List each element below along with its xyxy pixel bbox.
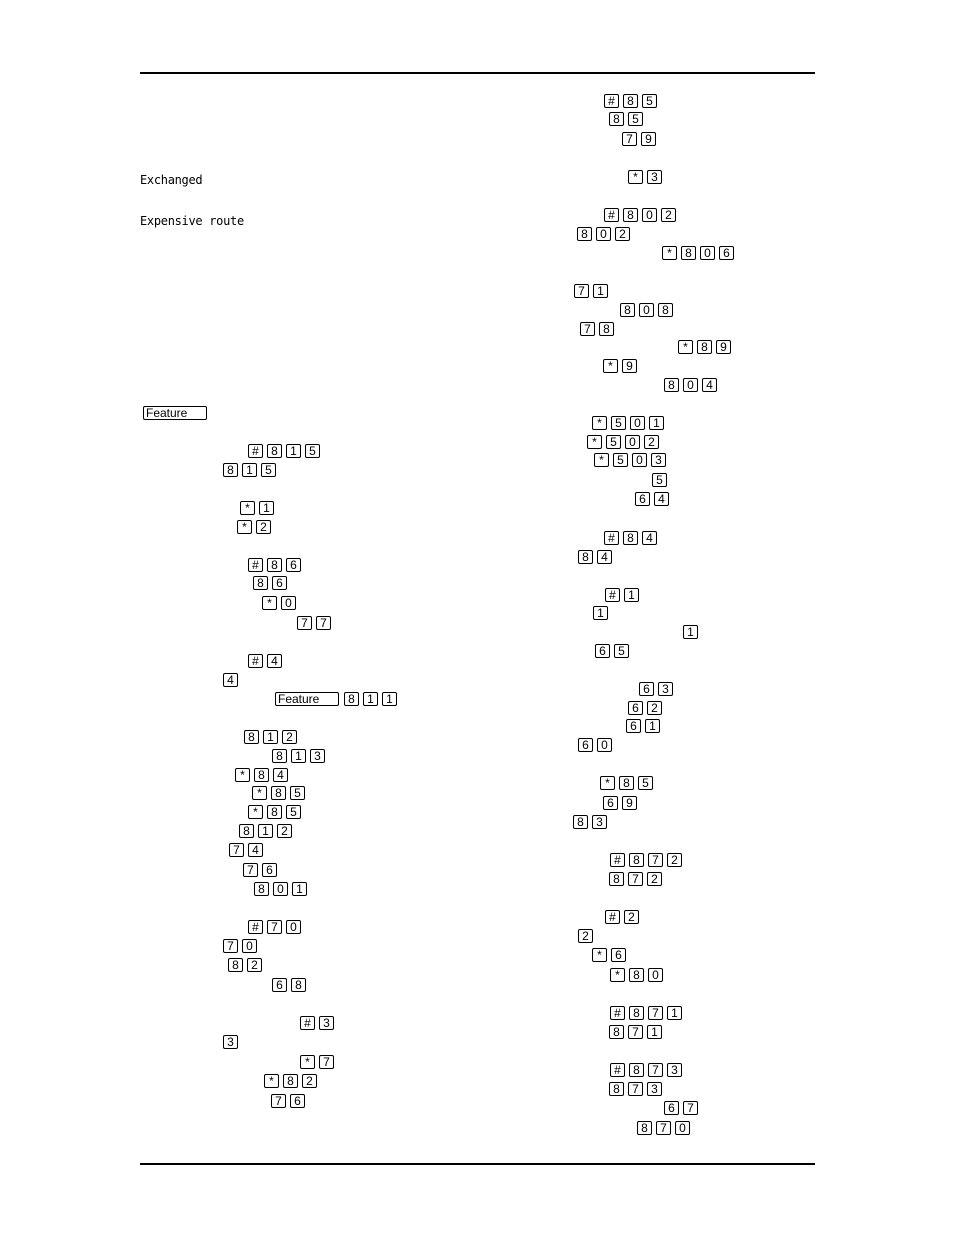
keypad-key: 0 bbox=[642, 208, 657, 222]
keypad-key: 8 bbox=[609, 1025, 624, 1039]
keypad-key: 2 bbox=[647, 872, 662, 886]
keypad-key: 3 bbox=[310, 749, 325, 763]
keypad-key: 8 bbox=[609, 112, 624, 126]
keypad-key: 7 bbox=[628, 1025, 643, 1039]
key-sequence bbox=[610, 853, 682, 868]
keypad-key: 7 bbox=[316, 616, 331, 630]
key-sequence bbox=[609, 112, 643, 127]
keypad-key: 1 bbox=[259, 501, 274, 515]
keypad-key: 8 bbox=[623, 208, 638, 222]
key-sequence bbox=[229, 843, 263, 858]
keypad-key: 3 bbox=[647, 170, 662, 184]
key-sequence bbox=[678, 340, 731, 355]
keypad-key: 7 bbox=[622, 132, 637, 146]
keypad-key: 7 bbox=[297, 616, 312, 630]
keypad-key: 8 bbox=[272, 749, 287, 763]
key-sequence bbox=[664, 378, 717, 393]
key-sequence bbox=[300, 1055, 334, 1070]
keypad-key: 8 bbox=[267, 558, 282, 572]
keypad-key: 2 bbox=[256, 520, 271, 534]
keypad-key: * bbox=[237, 520, 252, 534]
key-sequence bbox=[637, 1121, 690, 1136]
keypad-key: # bbox=[300, 1016, 315, 1030]
key-sequence bbox=[609, 872, 662, 887]
keypad-key: 0 bbox=[625, 435, 640, 449]
keypad-key: * bbox=[252, 786, 267, 800]
keypad-key: 8 bbox=[681, 246, 696, 260]
key-sequence bbox=[605, 910, 639, 925]
keypad-key: 0 bbox=[639, 303, 654, 317]
keypad-key: * bbox=[587, 435, 602, 449]
keypad-key: 2 bbox=[277, 824, 292, 838]
key-sequence bbox=[228, 958, 262, 973]
keypad-key: 1 bbox=[292, 882, 307, 896]
keypad-key: * bbox=[594, 453, 609, 467]
key-sequence bbox=[593, 606, 608, 621]
keypad-key: 5 bbox=[638, 776, 653, 790]
keypad-key: 1 bbox=[667, 1006, 682, 1020]
keypad-key: 4 bbox=[267, 654, 282, 668]
key-sequence bbox=[610, 1006, 682, 1021]
key-sequence bbox=[628, 701, 662, 716]
keypad-key: # bbox=[604, 94, 619, 108]
keypad-key: 8 bbox=[629, 1063, 644, 1077]
key-sequence bbox=[628, 170, 662, 185]
feature-key: Feature bbox=[275, 692, 339, 706]
keypad-key: 8 bbox=[658, 303, 673, 317]
keypad-key: 6 bbox=[628, 701, 643, 715]
keypad-key: 8 bbox=[578, 550, 593, 564]
keypad-key: 5 bbox=[290, 786, 305, 800]
keypad-key: 6 bbox=[664, 1101, 679, 1115]
keypad-key: 8 bbox=[267, 444, 282, 458]
keypad-key: 4 bbox=[223, 673, 238, 687]
keypad-key: 2 bbox=[661, 208, 676, 222]
keypad-key: 4 bbox=[597, 550, 612, 564]
key-sequence bbox=[609, 1082, 662, 1097]
keypad-key: 8 bbox=[573, 815, 588, 829]
keypad-key: 5 bbox=[305, 444, 320, 458]
key-sequence bbox=[252, 786, 305, 801]
keypad-key: 8 bbox=[267, 805, 282, 819]
keypad-key: 2 bbox=[647, 701, 662, 715]
keypad-key: 2 bbox=[578, 929, 593, 943]
keypad-key: 0 bbox=[630, 416, 645, 430]
keypad-key: * bbox=[248, 805, 263, 819]
keypad-key: 1 bbox=[645, 719, 660, 733]
key-sequence bbox=[235, 768, 288, 783]
keypad-key: 5 bbox=[628, 112, 643, 126]
keypad-key: 8 bbox=[599, 322, 614, 336]
key-sequence bbox=[239, 824, 292, 839]
keypad-key: 6 bbox=[272, 978, 287, 992]
keypad-key: 1 bbox=[242, 463, 257, 477]
keypad-key: # bbox=[248, 558, 263, 572]
keypad-key: 2 bbox=[644, 435, 659, 449]
keypad-key: 8 bbox=[577, 227, 592, 241]
keypad-key: 8 bbox=[254, 768, 269, 782]
keypad-key: # bbox=[610, 853, 625, 867]
keypad-key: * bbox=[603, 359, 618, 373]
keypad-key: 5 bbox=[261, 463, 276, 477]
key-sequence bbox=[248, 654, 282, 669]
key-sequence bbox=[595, 644, 629, 659]
keypad-key: 4 bbox=[702, 378, 717, 392]
key-sequence bbox=[223, 1035, 238, 1050]
keypad-key: 8 bbox=[254, 882, 269, 896]
keypad-key: 2 bbox=[282, 730, 297, 744]
keypad-key: 4 bbox=[642, 531, 657, 545]
key-sequence bbox=[243, 863, 277, 878]
key-sequence bbox=[610, 1063, 682, 1078]
keypad-key: 3 bbox=[667, 1063, 682, 1077]
keypad-key: 1 bbox=[263, 730, 278, 744]
key-sequence bbox=[253, 576, 287, 591]
lcd-label: Expensive route bbox=[140, 214, 244, 228]
keypad-key: 3 bbox=[223, 1035, 238, 1049]
keypad-key: 3 bbox=[319, 1016, 334, 1030]
keypad-key: 6 bbox=[272, 576, 287, 590]
keypad-key: 4 bbox=[273, 768, 288, 782]
key-sequence bbox=[237, 520, 271, 535]
keypad-key: 3 bbox=[647, 1082, 662, 1096]
keypad-key: 3 bbox=[592, 815, 607, 829]
keypad-key: 1 bbox=[593, 284, 608, 298]
keypad-key: 5 bbox=[613, 453, 628, 467]
key-sequence bbox=[248, 805, 301, 820]
key-sequence bbox=[244, 730, 297, 745]
keypad-key: # bbox=[610, 1063, 625, 1077]
keypad-key: 8 bbox=[697, 340, 712, 354]
key-sequence bbox=[143, 406, 207, 421]
keypad-key: 9 bbox=[641, 132, 656, 146]
keypad-key: 0 bbox=[273, 882, 288, 896]
keypad-key: 0 bbox=[242, 939, 257, 953]
keypad-key: # bbox=[248, 444, 263, 458]
keypad-key: 6 bbox=[578, 738, 593, 752]
keypad-key: 7 bbox=[648, 1006, 663, 1020]
keypad-key: 1 bbox=[649, 416, 664, 430]
keypad-key: * bbox=[678, 340, 693, 354]
key-sequence bbox=[592, 948, 626, 963]
keypad-key: * bbox=[662, 246, 677, 260]
key-sequence bbox=[662, 246, 734, 261]
keypad-key: 8 bbox=[637, 1121, 652, 1135]
keypad-key: * bbox=[610, 968, 625, 982]
key-sequence bbox=[248, 920, 301, 935]
keypad-key: 5 bbox=[286, 805, 301, 819]
keypad-key: 3 bbox=[651, 453, 666, 467]
keypad-key: 6 bbox=[635, 492, 650, 506]
keypad-key: 7 bbox=[683, 1101, 698, 1115]
keypad-key: 0 bbox=[632, 453, 647, 467]
key-sequence bbox=[604, 531, 657, 546]
keypad-key: 6 bbox=[262, 863, 277, 877]
keypad-key: * bbox=[592, 416, 607, 430]
keypad-key: # bbox=[604, 208, 619, 222]
keypad-key: 7 bbox=[271, 1094, 286, 1108]
key-sequence bbox=[578, 550, 612, 565]
keypad-key: * bbox=[300, 1055, 315, 1069]
key-sequence bbox=[248, 444, 320, 459]
keypad-key: 2 bbox=[247, 958, 262, 972]
keypad-key: 0 bbox=[596, 227, 611, 241]
key-sequence bbox=[587, 435, 659, 450]
keypad-key: # bbox=[605, 588, 620, 602]
keypad-key: 7 bbox=[229, 843, 244, 857]
keypad-key: 8 bbox=[623, 94, 638, 108]
keypad-key: # bbox=[248, 654, 263, 668]
key-sequence bbox=[603, 359, 637, 374]
keypad-key: 6 bbox=[603, 796, 618, 810]
key-sequence bbox=[297, 616, 331, 631]
keypad-key: 0 bbox=[675, 1121, 690, 1135]
keypad-key: 8 bbox=[609, 872, 624, 886]
key-sequence bbox=[223, 463, 276, 478]
keypad-key: 1 bbox=[382, 692, 397, 706]
keypad-key: 8 bbox=[291, 978, 306, 992]
key-sequence bbox=[594, 453, 666, 468]
key-sequence bbox=[240, 501, 274, 516]
key-sequence bbox=[344, 692, 397, 707]
key-sequence bbox=[578, 929, 593, 944]
keypad-key: 1 bbox=[258, 824, 273, 838]
keypad-key: 8 bbox=[619, 776, 634, 790]
key-sequence bbox=[609, 1025, 662, 1040]
keypad-key: 6 bbox=[611, 948, 626, 962]
keypad-key: 4 bbox=[248, 843, 263, 857]
key-sequence bbox=[254, 882, 307, 897]
keypad-key: 0 bbox=[683, 378, 698, 392]
keypad-key: 8 bbox=[629, 1006, 644, 1020]
key-sequence bbox=[223, 673, 238, 688]
key-sequence bbox=[592, 416, 664, 431]
keypad-key: * bbox=[235, 768, 250, 782]
key-sequence bbox=[578, 738, 612, 753]
keypad-key: 8 bbox=[620, 303, 635, 317]
lcd-label: Exchanged bbox=[140, 173, 203, 187]
keypad-key: 8 bbox=[228, 958, 243, 972]
keypad-key: 7 bbox=[319, 1055, 334, 1069]
keypad-key: 1 bbox=[683, 625, 698, 639]
keypad-key: 7 bbox=[648, 853, 663, 867]
keypad-key: 7 bbox=[648, 1063, 663, 1077]
keypad-key: 1 bbox=[647, 1025, 662, 1039]
keypad-key: 5 bbox=[606, 435, 621, 449]
keypad-key: * bbox=[264, 1074, 279, 1088]
keypad-key: 6 bbox=[595, 644, 610, 658]
key-sequence bbox=[248, 558, 301, 573]
keypad-key: 8 bbox=[283, 1074, 298, 1088]
keypad-key: 6 bbox=[626, 719, 641, 733]
keypad-key: 0 bbox=[648, 968, 663, 982]
keypad-key: 7 bbox=[656, 1121, 671, 1135]
keypad-key: 5 bbox=[652, 473, 667, 487]
keypad-key: 8 bbox=[239, 824, 254, 838]
keypad-key: 8 bbox=[344, 692, 359, 706]
key-sequence bbox=[635, 492, 669, 507]
bottom-rule bbox=[140, 1163, 815, 1165]
keypad-key: 1 bbox=[363, 692, 378, 706]
key-sequence bbox=[300, 1016, 334, 1031]
keypad-key: 8 bbox=[609, 1082, 624, 1096]
keypad-key: 5 bbox=[614, 644, 629, 658]
key-sequence bbox=[264, 1074, 317, 1089]
keypad-key: 0 bbox=[597, 738, 612, 752]
keypad-key: 8 bbox=[244, 730, 259, 744]
keypad-key: 8 bbox=[223, 463, 238, 477]
key-sequence bbox=[272, 978, 306, 993]
key-sequence bbox=[639, 682, 673, 697]
keypad-key: 7 bbox=[580, 322, 595, 336]
keypad-key: 5 bbox=[611, 416, 626, 430]
keypad-key: 8 bbox=[271, 786, 286, 800]
key-sequence bbox=[271, 1094, 305, 1109]
key-sequence bbox=[683, 625, 698, 640]
keypad-key: 9 bbox=[622, 796, 637, 810]
key-sequence bbox=[580, 322, 614, 337]
keypad-key: 6 bbox=[719, 246, 734, 260]
keypad-key: 7 bbox=[628, 1082, 643, 1096]
keypad-key: 1 bbox=[286, 444, 301, 458]
keypad-key: * bbox=[628, 170, 643, 184]
keypad-key: * bbox=[592, 948, 607, 962]
keypad-key: 1 bbox=[624, 588, 639, 602]
keypad-key: 0 bbox=[281, 596, 296, 610]
keypad-key: 8 bbox=[623, 531, 638, 545]
key-sequence bbox=[577, 227, 630, 242]
keypad-key: 0 bbox=[700, 246, 715, 260]
key-sequence bbox=[622, 132, 656, 147]
key-sequence bbox=[664, 1101, 698, 1116]
keypad-key: 1 bbox=[291, 749, 306, 763]
key-sequence bbox=[603, 796, 637, 811]
key-sequence bbox=[605, 588, 639, 603]
key-sequence bbox=[604, 94, 657, 109]
keypad-key: # bbox=[604, 531, 619, 545]
keypad-key: 9 bbox=[622, 359, 637, 373]
keypad-key: 7 bbox=[223, 939, 238, 953]
keypad-key: 5 bbox=[642, 94, 657, 108]
keypad-key: 7 bbox=[574, 284, 589, 298]
key-sequence bbox=[600, 776, 653, 791]
key-sequence bbox=[626, 719, 660, 734]
keypad-key: # bbox=[248, 920, 263, 934]
key-sequence bbox=[620, 303, 673, 318]
key-sequence bbox=[262, 596, 296, 611]
keypad-key: 7 bbox=[628, 872, 643, 886]
keypad-key: 2 bbox=[302, 1074, 317, 1088]
keypad-key: 7 bbox=[243, 863, 258, 877]
keypad-key: * bbox=[262, 596, 277, 610]
keypad-key: 9 bbox=[716, 340, 731, 354]
key-sequence bbox=[574, 284, 608, 299]
keypad-key: 1 bbox=[593, 606, 608, 620]
keypad-key: # bbox=[605, 910, 620, 924]
keypad-key: 4 bbox=[654, 492, 669, 506]
keypad-key: 8 bbox=[629, 968, 644, 982]
key-sequence bbox=[610, 968, 663, 983]
keypad-key: * bbox=[600, 776, 615, 790]
key-sequence bbox=[604, 208, 676, 223]
keypad-key: 0 bbox=[286, 920, 301, 934]
key-sequence bbox=[573, 815, 607, 830]
top-rule bbox=[140, 72, 815, 74]
key-sequence bbox=[272, 749, 325, 764]
key-sequence bbox=[652, 473, 667, 488]
keypad-key: 6 bbox=[286, 558, 301, 572]
keypad-key: 2 bbox=[667, 853, 682, 867]
keypad-key: 8 bbox=[629, 853, 644, 867]
keypad-key: 2 bbox=[624, 910, 639, 924]
keypad-key: 6 bbox=[639, 682, 654, 696]
keypad-key: 6 bbox=[290, 1094, 305, 1108]
feature-key: Feature bbox=[143, 406, 207, 420]
keypad-key: 2 bbox=[615, 227, 630, 241]
keypad-key: * bbox=[240, 501, 255, 515]
key-sequence bbox=[223, 939, 257, 954]
keypad-key: 7 bbox=[267, 920, 282, 934]
keypad-key: 3 bbox=[658, 682, 673, 696]
keypad-key: 8 bbox=[664, 378, 679, 392]
keypad-key: # bbox=[610, 1006, 625, 1020]
key-sequence bbox=[275, 692, 339, 707]
keypad-key: 8 bbox=[253, 576, 268, 590]
